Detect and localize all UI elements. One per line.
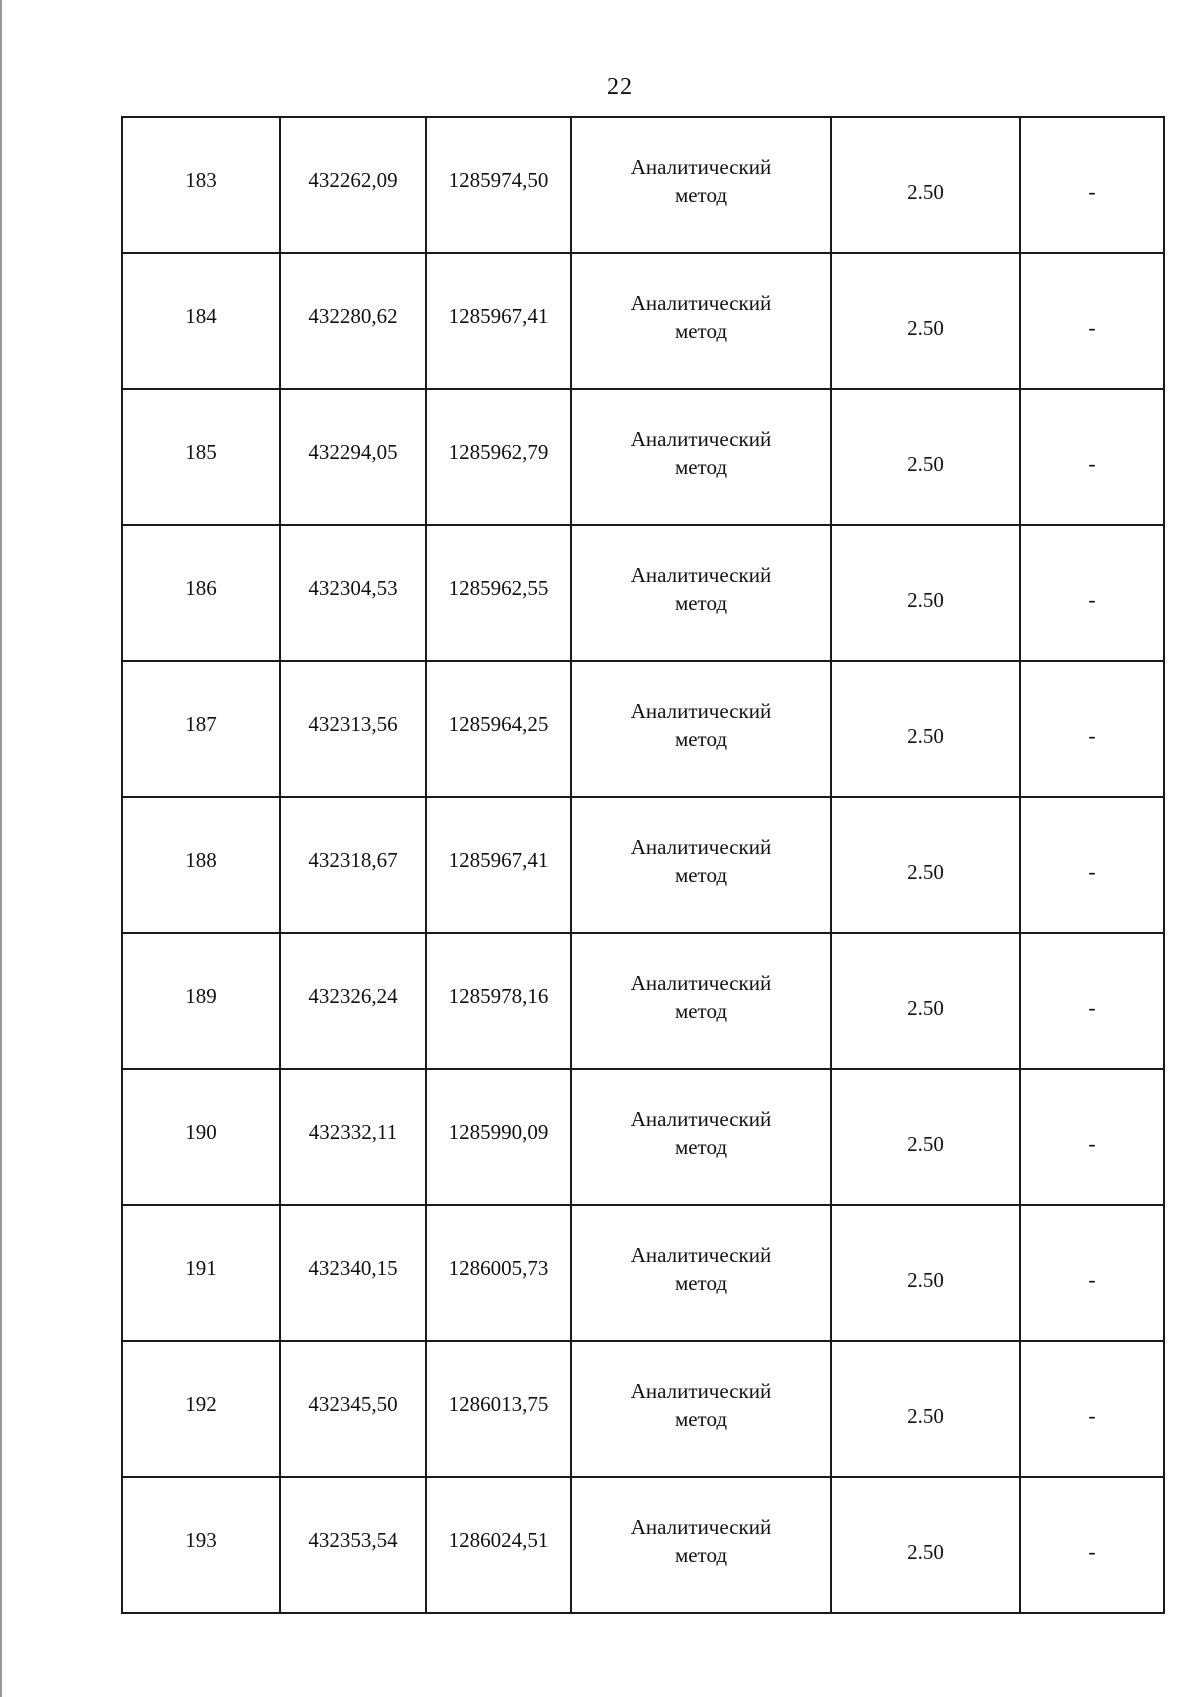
error-cell xyxy=(831,933,1020,1069)
method-line-2: метод xyxy=(674,1271,728,1295)
method-line-1: Аналитический xyxy=(630,971,772,995)
method-cell xyxy=(571,389,831,525)
method-cell xyxy=(571,797,831,933)
note-value: - xyxy=(1088,1131,1096,1156)
method-line-2: метод xyxy=(674,1543,728,1567)
x-coordinate: 432294,05 xyxy=(308,440,398,464)
note-value: - xyxy=(1088,179,1096,204)
method-cell xyxy=(571,253,831,389)
method-line-1: Аналитический xyxy=(630,1243,772,1267)
table-row xyxy=(122,933,1164,1069)
x-coordinate-cell xyxy=(280,117,426,253)
note-value: - xyxy=(1088,1403,1096,1428)
y-coordinate: 1285978,16 xyxy=(448,984,549,1008)
method-cell xyxy=(571,661,831,797)
point-number: 189 xyxy=(185,984,217,1008)
method-line-2: метод xyxy=(674,591,728,615)
error-cell xyxy=(831,253,1020,389)
point-number-cell xyxy=(122,1341,280,1477)
note-cell xyxy=(1020,661,1164,797)
error-cell xyxy=(831,117,1020,253)
x-coordinate-cell xyxy=(280,797,426,933)
method-line-2: метод xyxy=(674,999,728,1023)
note-value: - xyxy=(1088,315,1096,340)
y-coordinate-cell xyxy=(426,1069,571,1205)
note-value: - xyxy=(1088,1267,1096,1292)
point-number-cell xyxy=(122,933,280,1069)
point-number: 183 xyxy=(185,168,217,192)
y-coordinate: 1285964,25 xyxy=(448,712,549,736)
x-coordinate: 432345,50 xyxy=(308,1392,398,1416)
table-row xyxy=(122,389,1164,525)
point-number-cell xyxy=(122,389,280,525)
method-line-1: Аналитический xyxy=(630,427,772,451)
note-value: - xyxy=(1088,451,1096,476)
method-text xyxy=(631,833,771,889)
method-cell xyxy=(571,1205,831,1341)
method-text xyxy=(631,153,771,209)
x-coordinate: 432340,15 xyxy=(308,1256,398,1280)
y-coordinate-cell xyxy=(426,525,571,661)
note-value: - xyxy=(1088,587,1096,612)
error-value: 2.50 xyxy=(907,180,944,204)
page-left-edge xyxy=(0,0,2,1697)
y-coordinate: 1286013,75 xyxy=(448,1392,549,1416)
error-cell xyxy=(831,389,1020,525)
method-cell xyxy=(571,525,831,661)
x-coordinate-cell xyxy=(280,253,426,389)
x-coordinate-cell xyxy=(280,389,426,525)
note-cell xyxy=(1020,797,1164,933)
point-number-cell xyxy=(122,253,280,389)
table-row xyxy=(122,1205,1164,1341)
x-coordinate: 432313,56 xyxy=(308,712,398,736)
method-line-2: метод xyxy=(674,863,728,887)
method-line-1: Аналитический xyxy=(630,699,772,723)
error-value: 2.50 xyxy=(907,860,944,884)
table-row xyxy=(122,525,1164,661)
error-value: 2.50 xyxy=(907,1404,944,1428)
note-cell xyxy=(1020,1205,1164,1341)
error-value: 2.50 xyxy=(907,1540,944,1564)
error-cell xyxy=(831,661,1020,797)
y-coordinate: 1285967,41 xyxy=(448,848,549,872)
method-text xyxy=(631,425,771,481)
point-number-cell xyxy=(122,117,280,253)
y-coordinate: 1285962,55 xyxy=(448,576,549,600)
error-cell xyxy=(831,525,1020,661)
note-cell xyxy=(1020,525,1164,661)
error-value: 2.50 xyxy=(907,996,944,1020)
error-cell xyxy=(831,1477,1020,1613)
y-coordinate-cell xyxy=(426,1205,571,1341)
table-row xyxy=(122,253,1164,389)
error-value: 2.50 xyxy=(907,1268,944,1292)
page-number: 22 xyxy=(607,74,633,100)
y-coordinate: 1286005,73 xyxy=(448,1256,549,1280)
method-text xyxy=(631,1377,771,1433)
x-coordinate: 432262,09 xyxy=(308,168,398,192)
method-text xyxy=(631,697,771,753)
y-coordinate: 1286024,51 xyxy=(448,1528,549,1552)
method-text xyxy=(631,1241,771,1297)
coordinates-table-body xyxy=(122,117,1164,1613)
y-coordinate-cell xyxy=(426,253,571,389)
y-coordinate-cell xyxy=(426,797,571,933)
point-number: 187 xyxy=(185,712,217,736)
note-cell xyxy=(1020,933,1164,1069)
y-coordinate: 1285962,79 xyxy=(448,440,549,464)
error-cell xyxy=(831,1205,1020,1341)
x-coordinate-cell xyxy=(280,661,426,797)
table-row xyxy=(122,661,1164,797)
note-cell xyxy=(1020,253,1164,389)
method-cell xyxy=(571,1341,831,1477)
y-coordinate-cell xyxy=(426,117,571,253)
note-cell xyxy=(1020,1341,1164,1477)
point-number: 185 xyxy=(185,440,217,464)
point-number: 193 xyxy=(185,1528,217,1552)
table-row xyxy=(122,1477,1164,1613)
method-cell xyxy=(571,117,831,253)
error-value: 2.50 xyxy=(907,724,944,748)
method-cell xyxy=(571,1069,831,1205)
point-number-cell xyxy=(122,1477,280,1613)
y-coordinate-cell xyxy=(426,661,571,797)
table-row xyxy=(122,1069,1164,1205)
method-text xyxy=(631,561,771,617)
y-coordinate-cell xyxy=(426,1477,571,1613)
note-cell xyxy=(1020,1069,1164,1205)
x-coordinate: 432332,11 xyxy=(308,1120,398,1144)
table-row xyxy=(122,1341,1164,1477)
method-line-2: метод xyxy=(674,1135,728,1159)
point-number: 192 xyxy=(185,1392,217,1416)
y-coordinate-cell xyxy=(426,389,571,525)
note-cell xyxy=(1020,117,1164,253)
x-coordinate-cell xyxy=(280,1205,426,1341)
method-text xyxy=(631,289,771,345)
method-line-1: Аналитический xyxy=(630,835,772,859)
error-value: 2.50 xyxy=(907,316,944,340)
method-text xyxy=(631,1513,771,1569)
y-coordinate-cell xyxy=(426,1341,571,1477)
error-value: 2.50 xyxy=(907,1132,944,1156)
x-coordinate: 432304,53 xyxy=(308,576,398,600)
method-line-2: метод xyxy=(674,183,728,207)
point-number: 191 xyxy=(185,1256,217,1280)
note-value: - xyxy=(1088,995,1096,1020)
error-value: 2.50 xyxy=(907,452,944,476)
point-number-cell xyxy=(122,525,280,661)
note-value: - xyxy=(1088,859,1096,884)
method-line-2: метод xyxy=(674,727,728,751)
method-line-1: Аналитический xyxy=(630,563,772,587)
method-line-1: Аналитический xyxy=(630,1515,772,1539)
point-number-cell xyxy=(122,1205,280,1341)
y-coordinate: 1285990,09 xyxy=(448,1120,549,1144)
error-cell xyxy=(831,1341,1020,1477)
point-number: 190 xyxy=(185,1120,217,1144)
method-text xyxy=(631,1105,771,1161)
method-line-1: Аналитический xyxy=(630,1379,772,1403)
error-cell xyxy=(831,1069,1020,1205)
x-coordinate-cell xyxy=(280,525,426,661)
y-coordinate: 1285974,50 xyxy=(448,168,549,192)
method-cell xyxy=(571,1477,831,1613)
y-coordinate: 1285967,41 xyxy=(448,304,549,328)
point-number: 188 xyxy=(185,848,217,872)
x-coordinate-cell xyxy=(280,1477,426,1613)
x-coordinate: 432353,54 xyxy=(308,1528,398,1552)
method-line-1: Аналитический xyxy=(630,291,772,315)
method-cell xyxy=(571,933,831,1069)
note-value: - xyxy=(1088,1539,1096,1564)
note-cell xyxy=(1020,389,1164,525)
x-coordinate: 432326,24 xyxy=(308,984,398,1008)
method-line-1: Аналитический xyxy=(630,155,772,179)
point-number: 184 xyxy=(185,304,217,328)
method-line-2: метод xyxy=(674,319,728,343)
method-line-2: метод xyxy=(674,1407,728,1431)
x-coordinate: 432280,62 xyxy=(308,304,398,328)
coordinates-table xyxy=(121,116,1165,1614)
point-number-cell xyxy=(122,661,280,797)
table-row xyxy=(122,117,1164,253)
x-coordinate-cell xyxy=(280,1069,426,1205)
point-number-cell xyxy=(122,1069,280,1205)
point-number-cell xyxy=(122,797,280,933)
error-cell xyxy=(831,797,1020,933)
x-coordinate-cell xyxy=(280,933,426,1069)
method-text xyxy=(631,969,771,1025)
y-coordinate-cell xyxy=(426,933,571,1069)
method-line-1: Аналитический xyxy=(630,1107,772,1131)
note-value: - xyxy=(1088,723,1096,748)
method-line-2: метод xyxy=(674,455,728,479)
table-row xyxy=(122,797,1164,933)
x-coordinate: 432318,67 xyxy=(308,848,398,872)
note-cell xyxy=(1020,1477,1164,1613)
error-value: 2.50 xyxy=(907,588,944,612)
point-number: 186 xyxy=(185,576,217,600)
x-coordinate-cell xyxy=(280,1341,426,1477)
